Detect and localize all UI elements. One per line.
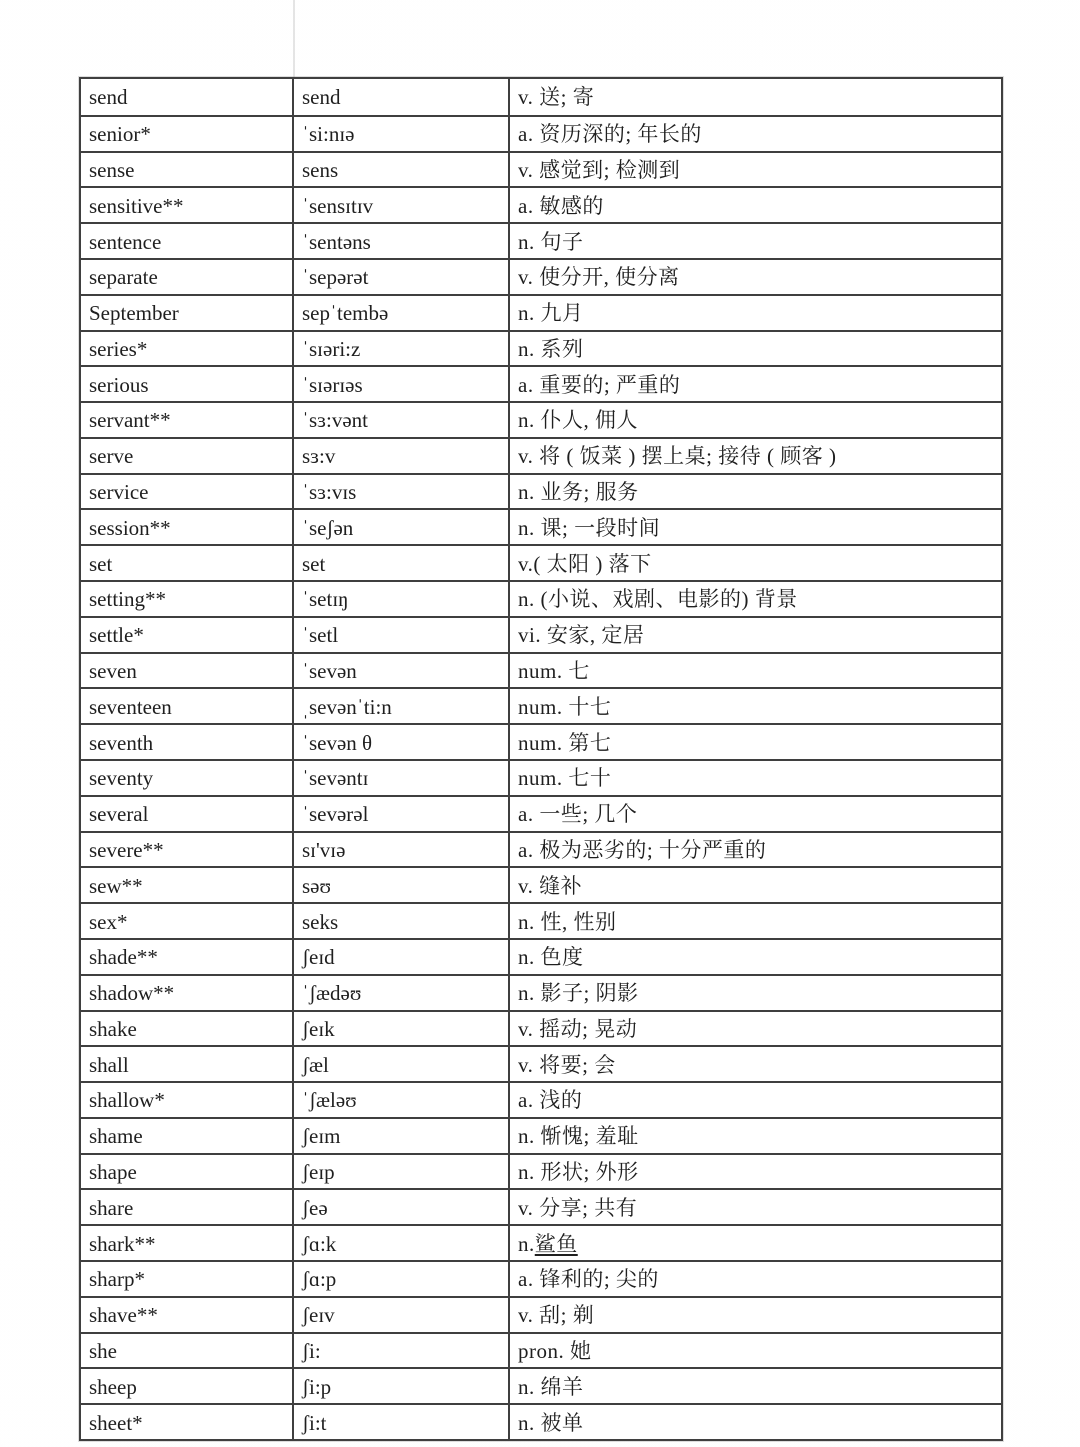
definition-cell: n. 句子 bbox=[508, 224, 1001, 258]
word-cell: sex* bbox=[89, 909, 128, 934]
table-row bbox=[81, 616, 1001, 652]
table-row bbox=[81, 186, 1001, 222]
table-row bbox=[81, 473, 1001, 509]
definition-cell: v. 感觉到; 检测到 bbox=[508, 153, 1001, 187]
phonetic-cell: ˈsensɪtɪv bbox=[292, 188, 508, 222]
table-row bbox=[81, 1296, 1001, 1332]
definition-cell: a. 极为恶劣的; 十分严重的 bbox=[508, 833, 1001, 867]
phonetic-cell: ʃeɪp bbox=[292, 1155, 508, 1189]
phonetic-cell: ˈsevərəl bbox=[292, 797, 508, 831]
table-row bbox=[81, 652, 1001, 688]
phonetic-cell: seks bbox=[292, 904, 508, 938]
word-cell: set bbox=[89, 551, 113, 576]
definition-cell: n. 绵羊 bbox=[508, 1369, 1001, 1403]
definition-cell: v. 分享; 共有 bbox=[508, 1190, 1001, 1224]
table-row bbox=[81, 902, 1001, 938]
word-cell: send bbox=[89, 85, 128, 110]
definition-cell: v. 使分开, 使分离 bbox=[508, 260, 1001, 294]
word-cell: shark** bbox=[89, 1231, 156, 1256]
word-cell: shame bbox=[89, 1124, 143, 1149]
phonetic-cell: ˈsɪərɪəs bbox=[292, 367, 508, 401]
phonetic-cell: ˈsɜ:vənt bbox=[292, 403, 508, 437]
table-row bbox=[81, 222, 1001, 258]
definition-cell: a. 资历深的; 年长的 bbox=[508, 117, 1001, 151]
phonetic-cell: ʃæl bbox=[292, 1047, 508, 1081]
phonetic-cell: ʃeɪk bbox=[292, 1012, 508, 1046]
table-row bbox=[81, 258, 1001, 294]
phonetic-cell: ˈsevəntɪ bbox=[292, 761, 508, 795]
word-cell: September bbox=[89, 301, 179, 326]
phonetic-cell: ʃɑ:k bbox=[292, 1226, 508, 1260]
phonetic-cell: səʊ bbox=[292, 868, 508, 902]
word-cell: serve bbox=[89, 444, 134, 469]
underlined-definition-text: 鲨鱼 bbox=[534, 1231, 578, 1256]
word-cell: session** bbox=[89, 515, 171, 540]
word-cell: sense bbox=[89, 157, 135, 182]
word-cell: seven bbox=[89, 659, 137, 684]
table-row bbox=[81, 1224, 1001, 1260]
definition-cell: a. 锋利的; 尖的 bbox=[508, 1262, 1001, 1296]
definition-cell: v. 将要; 会 bbox=[508, 1047, 1001, 1081]
definition-cell: n. 课; 一段时间 bbox=[508, 510, 1001, 544]
word-cell: she bbox=[89, 1339, 117, 1364]
definition-cell: n. 九月 bbox=[508, 296, 1001, 330]
word-cell: sheep bbox=[89, 1374, 137, 1399]
phonetic-cell: ʃi: bbox=[292, 1334, 508, 1368]
table-row bbox=[81, 1045, 1001, 1081]
word-cell: settle* bbox=[89, 623, 144, 648]
phonetic-cell: ˈsevən bbox=[292, 654, 508, 688]
vocabulary-table bbox=[79, 77, 1003, 1441]
definition-cell: v.( 太阳 ) 落下 bbox=[508, 546, 1001, 580]
definition-cell: n. (小说、戏剧、电影的) 背景 bbox=[508, 582, 1001, 616]
table-row bbox=[81, 1367, 1001, 1403]
table-row bbox=[81, 115, 1001, 151]
definition-cell: num. 第七 bbox=[508, 725, 1001, 759]
definition-cell: v. 送; 寄 bbox=[508, 79, 1001, 115]
word-cell: shallow* bbox=[89, 1088, 165, 1113]
phonetic-cell: ˈʃæləʊ bbox=[292, 1083, 508, 1117]
table-row bbox=[81, 831, 1001, 867]
definition-cell: v. 刮; 剃 bbox=[508, 1298, 1001, 1332]
phonetic-cell: ˈsevən θ bbox=[292, 725, 508, 759]
table-row bbox=[81, 1010, 1001, 1046]
table-row bbox=[81, 79, 1001, 115]
table-row bbox=[81, 151, 1001, 187]
table-row bbox=[81, 723, 1001, 759]
phonetic-cell: ʃeɪm bbox=[292, 1119, 508, 1153]
table-row bbox=[81, 795, 1001, 831]
word-cell: sentence bbox=[89, 229, 162, 254]
phonetic-cell: ˈsetɪŋ bbox=[292, 582, 508, 616]
phonetic-cell: sepˈtembə bbox=[292, 296, 508, 330]
table-row bbox=[81, 1117, 1001, 1153]
table-row bbox=[81, 974, 1001, 1010]
definition-cell: v. 将 ( 饭菜 ) 摆上桌; 接待 ( 顾客 ) bbox=[508, 439, 1001, 473]
scan-artifact-line bbox=[293, 0, 295, 77]
phonetic-cell: ˈsetl bbox=[292, 618, 508, 652]
definition-cell: v. 缝补 bbox=[508, 868, 1001, 902]
word-cell: shake bbox=[89, 1016, 137, 1041]
table-row bbox=[81, 866, 1001, 902]
phonetic-cell: ʃeə bbox=[292, 1190, 508, 1224]
phonetic-cell: ˈsepərət bbox=[292, 260, 508, 294]
phonetic-cell: ˈseʃən bbox=[292, 510, 508, 544]
phonetic-cell: ʃi:p bbox=[292, 1369, 508, 1403]
phonetic-cell: ˈsɜ:vɪs bbox=[292, 475, 508, 509]
definition-cell: n. 鲨鱼 bbox=[508, 1226, 1001, 1260]
word-cell: sheet* bbox=[89, 1410, 143, 1435]
phonetic-cell: sɜ:v bbox=[292, 439, 508, 473]
definition-cell: n. 色度 bbox=[508, 940, 1001, 974]
word-cell: shade** bbox=[89, 945, 158, 970]
word-cell: seventh bbox=[89, 730, 154, 755]
word-cell: senior* bbox=[89, 122, 151, 147]
table-row bbox=[81, 938, 1001, 974]
table-row bbox=[81, 759, 1001, 795]
word-cell: shall bbox=[89, 1052, 129, 1077]
phonetic-cell: ˈsɪəri:z bbox=[292, 332, 508, 366]
word-cell: sharp* bbox=[89, 1267, 145, 1292]
phonetic-cell: ˌsevənˈti:n bbox=[292, 689, 508, 723]
table-row bbox=[81, 544, 1001, 580]
table-row bbox=[81, 330, 1001, 366]
table-row bbox=[81, 687, 1001, 723]
phonetic-cell: ʃeɪd bbox=[292, 940, 508, 974]
table-row bbox=[81, 437, 1001, 473]
phonetic-cell: ˈsentəns bbox=[292, 224, 508, 258]
table-row bbox=[81, 365, 1001, 401]
definition-cell: a. 敏感的 bbox=[508, 188, 1001, 222]
table-row bbox=[81, 580, 1001, 616]
word-cell: shadow** bbox=[89, 981, 175, 1006]
definition-cell: n. 影子; 阴影 bbox=[508, 976, 1001, 1010]
phonetic-cell: set bbox=[292, 546, 508, 580]
definition-cell: n. 系列 bbox=[508, 332, 1001, 366]
word-cell: sew** bbox=[89, 873, 143, 898]
table-row bbox=[81, 508, 1001, 544]
phonetic-cell: send bbox=[292, 79, 508, 115]
table-row bbox=[81, 1188, 1001, 1224]
word-cell: series* bbox=[89, 336, 148, 361]
word-cell: separate bbox=[89, 265, 158, 290]
definition-cell: v. 摇动; 晃动 bbox=[508, 1012, 1001, 1046]
definition-cell: n. 被单 bbox=[508, 1405, 1001, 1439]
definition-cell: n. 业务; 服务 bbox=[508, 475, 1001, 509]
definition-cell: num. 七 bbox=[508, 654, 1001, 688]
phonetic-cell: ˈsi:nɪə bbox=[292, 117, 508, 151]
phonetic-cell: sens bbox=[292, 153, 508, 187]
word-cell: servant** bbox=[89, 408, 171, 433]
definition-cell: num. 七十 bbox=[508, 761, 1001, 795]
definition-cell: vi. 安家, 定居 bbox=[508, 618, 1001, 652]
table-row bbox=[81, 1153, 1001, 1189]
word-cell: shape bbox=[89, 1160, 137, 1185]
table-row bbox=[81, 1260, 1001, 1296]
word-cell: service bbox=[89, 480, 149, 505]
phonetic-cell: sɪ'vɪə bbox=[292, 833, 508, 867]
word-cell: seventy bbox=[89, 766, 154, 791]
definition-cell: num. 十七 bbox=[508, 689, 1001, 723]
word-cell: several bbox=[89, 802, 149, 827]
word-cell: sensitive** bbox=[89, 193, 184, 218]
word-cell: share bbox=[89, 1195, 134, 1220]
word-cell: seventeen bbox=[89, 694, 172, 719]
word-cell: setting** bbox=[89, 587, 166, 612]
phonetic-cell: ˈʃædəʊ bbox=[292, 976, 508, 1010]
phonetic-cell: ʃi:t bbox=[292, 1405, 508, 1439]
definition-cell: n. 性, 性别 bbox=[508, 904, 1001, 938]
table-row bbox=[81, 1081, 1001, 1117]
definition-cell: a. 一些; 几个 bbox=[508, 797, 1001, 831]
definition-cell: n. 惭愧; 羞耻 bbox=[508, 1119, 1001, 1153]
word-cell: shave** bbox=[89, 1303, 158, 1328]
word-cell: serious bbox=[89, 372, 149, 397]
table-row bbox=[81, 294, 1001, 330]
definition-cell: n. 仆人, 佣人 bbox=[508, 403, 1001, 437]
phonetic-cell: ʃɑ:p bbox=[292, 1262, 508, 1296]
definition-cell: n. 形状; 外形 bbox=[508, 1155, 1001, 1189]
phonetic-cell: ʃeɪv bbox=[292, 1298, 508, 1332]
word-cell: severe** bbox=[89, 837, 164, 862]
table-row bbox=[81, 1332, 1001, 1368]
definition-cell: a. 重要的; 严重的 bbox=[508, 367, 1001, 401]
table-row bbox=[81, 401, 1001, 437]
definition-cell: a. 浅的 bbox=[508, 1083, 1001, 1117]
definition-cell: pron. 她 bbox=[508, 1334, 1001, 1368]
table-row bbox=[81, 1403, 1001, 1439]
